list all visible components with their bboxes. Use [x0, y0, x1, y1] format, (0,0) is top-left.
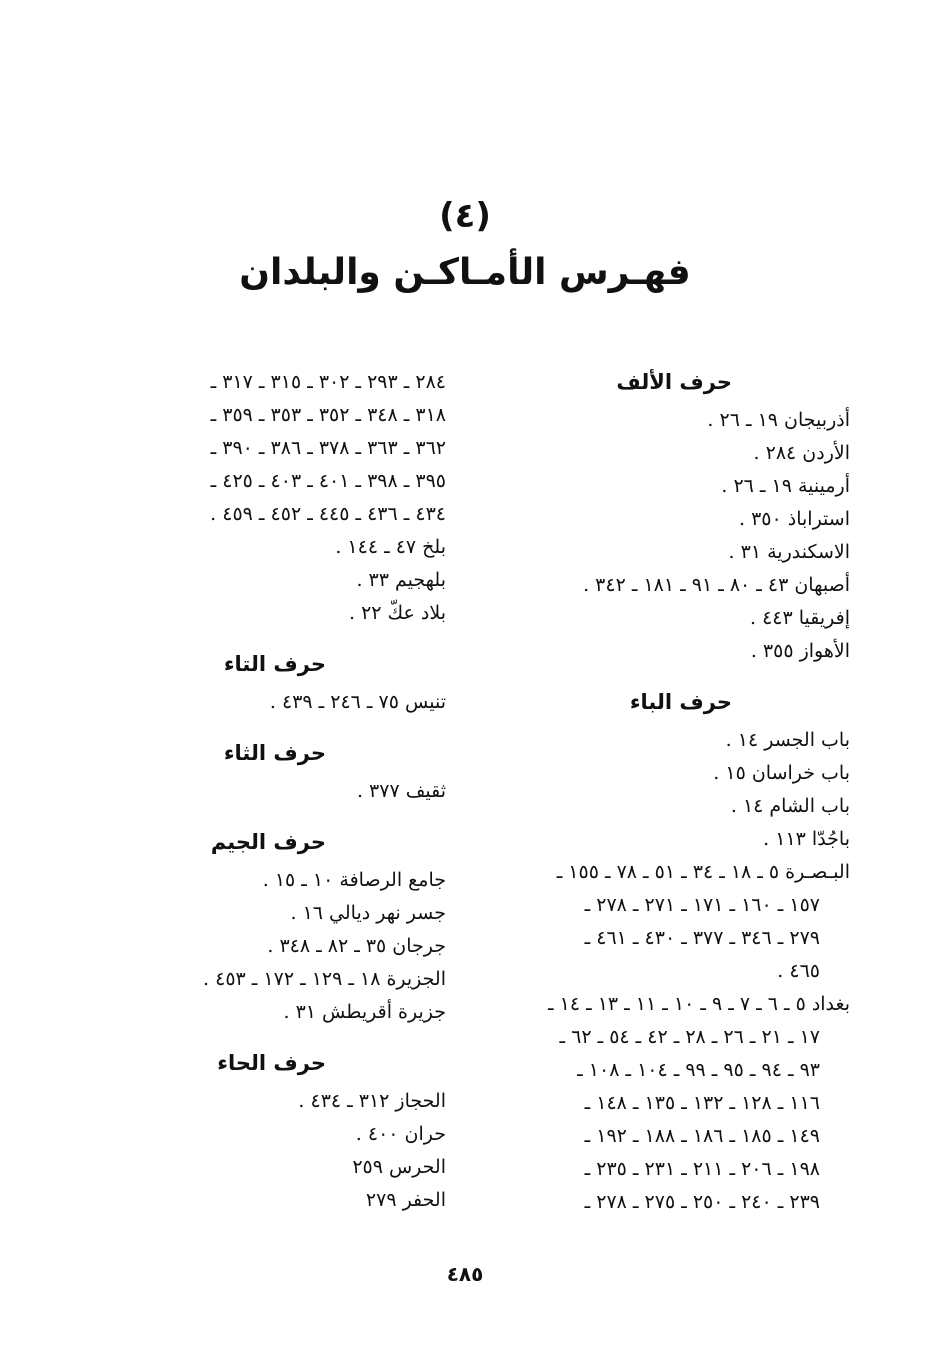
- index-entry: باب الشام ١٤ .: [730, 795, 850, 817]
- index-entry-continued: ١٩٨ ـ ٢٠٦ ـ ٢١١ ـ ٢٣١ ـ ٢٣٥ ـ: [584, 1158, 820, 1180]
- index-entry: بلخ ٤٧ ـ ١٤٤ .: [335, 536, 446, 558]
- index-entry-continued: ٢٧٩ ـ ٣٤٦ ـ ٣٧٧ ـ ٤٣٠ ـ ٤٦١ ـ: [584, 927, 820, 949]
- index-entry: الأهواز ٣٥٥ .: [750, 640, 850, 662]
- index-entry: بلهجيم ٣٣ .: [356, 569, 446, 591]
- index-entry: ثقيف ٣٧٧ .: [356, 780, 446, 802]
- section-heading-ha: حرف الحاء: [217, 1051, 326, 1075]
- section-heading-ta: حرف التاء: [223, 652, 326, 676]
- index-entry-continued: ٣١٨ ـ ٣٤٨ ـ ٣٥٢ ـ ٣٥٣ ـ ٣٥٩ ـ: [210, 404, 446, 426]
- index-entry: الأردن ٢٨٤ .: [753, 442, 850, 464]
- left-column: [66, 366, 446, 1217]
- index-entry-continued: ٣٦٢ ـ ٣٦٣ ـ ٣٧٨ ـ ٣٨٦ ـ ٣٩٠ ـ: [210, 437, 446, 459]
- index-entry-continued: ٣٩٥ ـ ٣٩٨ ـ ٤٠١ ـ ٤٠٣ ـ ٤٢٥ ـ: [210, 470, 446, 492]
- index-entry-continued: ٤٦٥ .: [777, 960, 820, 982]
- index-entry: إفريقيا ٤٤٣ .: [749, 607, 850, 629]
- index-entry: الحفر ٢٧٩: [365, 1189, 446, 1211]
- index-entry: أرمينية ١٩ ـ ٢٦ .: [721, 475, 850, 497]
- index-entry: أذربيجان ١٩ ـ ٢٦ .: [707, 409, 850, 431]
- index-entry-continued: ٤٣٤ ـ ٤٣٦ ـ ٤٤٥ ـ ٤٥٢ ـ ٤٥٩ .: [210, 503, 446, 525]
- index-entry: البـصـرة ٥ ـ ١٨ ـ ٣٤ ـ ٥١ ـ ٧٨ ـ ١٥٥ ـ: [556, 861, 850, 883]
- index-entry-continued: ٩٣ ـ ٩٤ ـ ٩٥ ـ ٩٩ ـ ١٠٤ ـ ١٠٨ ـ: [577, 1059, 820, 1081]
- index-entry: جزيرة أقريطش ٣١ .: [283, 1001, 446, 1023]
- index-entry: بغداد ٥ ـ ٦ ـ ٧ ـ ٩ ـ ١٠ ـ ١١ ـ ١٣ ـ ١٤ ـ: [548, 993, 850, 1015]
- section-heading-tha: حرف الثاء: [223, 741, 326, 765]
- right-column: [490, 366, 850, 1219]
- index-entry-continued: ١٤٩ ـ ١٨٥ ـ ١٨٦ ـ ١٨٨ ـ ١٩٢ ـ: [584, 1125, 820, 1147]
- section-heading-alif: حرف الألف: [616, 370, 732, 394]
- index-entry-continued: ٢٣٩ ـ ٢٤٠ ـ ٢٥٠ ـ ٢٧٥ ـ ٢٧٨ ـ: [584, 1191, 820, 1213]
- index-entry: باب الجسر ١٤ .: [725, 729, 850, 751]
- index-entry: الجزيرة ١٨ ـ ١٢٩ ـ ١٧٢ ـ ٤٥٣ .: [203, 968, 446, 990]
- index-entry: الحرس ٢٥٩: [352, 1156, 446, 1178]
- index-entry: جسر نهر ديالي ١٦ .: [290, 902, 446, 924]
- index-entry: الاسكندرية ٣١ .: [728, 541, 850, 563]
- index-entry: الحجاز ٣١٢ ـ ٤٣٤ .: [298, 1090, 446, 1112]
- index-entry: تنيس ٧٥ ـ ٢٤٦ ـ ٤٣٩ .: [269, 691, 446, 713]
- index-entry-continued: ١٥٧ ـ ١٦٠ ـ ١٧١ ـ ٢٧١ ـ ٢٧٨ ـ: [584, 894, 820, 916]
- page-number: ٤٨٥: [446, 1262, 484, 1286]
- index-entry-continued: ١١٦ ـ ١٢٨ ـ ١٣٢ ـ ١٣٥ ـ ١٤٨ ـ: [584, 1092, 820, 1114]
- index-entry-continued: ١٧ ـ ٢١ ـ ٢٦ ـ ٢٨ ـ ٤٢ ـ ٥٤ ـ ٦٢ ـ: [559, 1026, 820, 1048]
- index-entry: باب خراسان ١٥ .: [713, 762, 850, 784]
- index-number: (٤): [439, 196, 491, 236]
- index-entry: جامع الرصافة ١٠ ـ ١٥ .: [262, 869, 446, 891]
- index-entry: حران ٤٠٠ .: [355, 1123, 446, 1145]
- index-title: فهـرس الأمـاكـن والبلدان: [239, 252, 691, 293]
- index-entry: بلاد عكّ ٢٢ .: [348, 602, 446, 624]
- section-heading-ba: حرف الباء: [629, 690, 732, 714]
- index-entry: باجُدّا ١١٣ .: [763, 828, 850, 850]
- section-heading-jim: حرف الجيم: [210, 830, 326, 854]
- index-entry: أصبهان ٤٣ ـ ٨٠ ـ ٩١ ـ ١٨١ ـ ٣٤٢ .: [583, 574, 850, 596]
- index-entry: جرجان ٣٥ ـ ٨٢ ـ ٣٤٨ .: [267, 935, 446, 957]
- index-entry-continued: ٢٨٤ ـ ٢٩٣ ـ ٣٠٢ ـ ٣١٥ ـ ٣١٧ ـ: [210, 371, 446, 393]
- index-entry: استراباذ ٣٥٠ .: [739, 508, 850, 530]
